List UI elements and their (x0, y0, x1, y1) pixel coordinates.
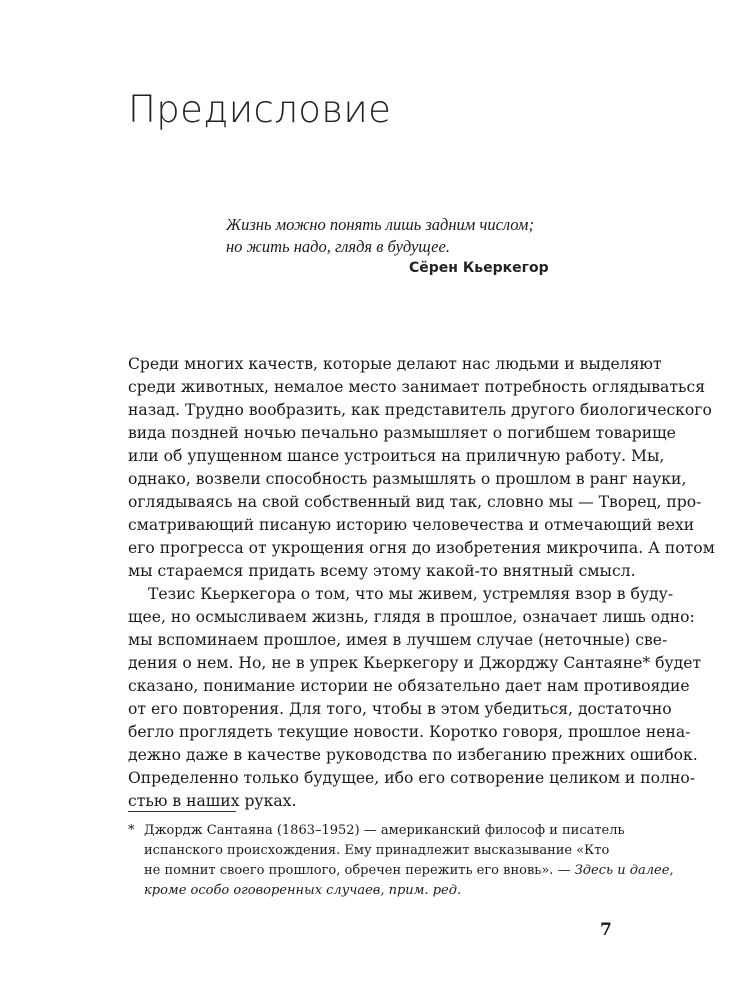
text-line: сматривающий писаную историю человечества и отмечающий вехи (128, 516, 695, 534)
body-text (128, 353, 715, 813)
text-line: Определенно только будущее, ибо его сотворение целиком и полно- (128, 769, 696, 787)
text-line: оглядываясь на свой собственный вид так, словно мы — Творец, про- (128, 493, 702, 511)
chapter-title: Предисловие (128, 88, 392, 131)
footnote-line (128, 821, 625, 841)
footnote-editor-note: кроме особо оговоренных случаев, прим. ред. (144, 883, 462, 898)
text-line: вида поздней ночью печально размышляет о погибшем товарище (128, 424, 676, 442)
paragraph-1 (128, 353, 715, 583)
text-line: сказано, понимание истории не обязательно дает нам противоядие (128, 677, 690, 695)
page-number: 7 (600, 920, 612, 940)
footnote-marker: * (128, 823, 135, 838)
text-line: стью в наших руках. (128, 792, 297, 810)
text-line: назад. Трудно вообразить, как представитель другого биологического (128, 401, 712, 419)
text-line: его прогресса от укрощения огня до изобретения микрочипа. А потом (128, 539, 715, 557)
text-line: мы стараемся придать всему этому какой-то внятный смысл. (128, 562, 636, 580)
text-line: дежно даже в качестве руководства по избеганию прежних ошибок. (128, 746, 698, 764)
footnote-text: не помнит своего прошлого, обречен пережить его вновь». — (144, 863, 575, 878)
text-line: или об упущенном шансе устроиться на приличную работу. Мы, (128, 447, 665, 465)
footnote-editor-note: Здесь и далее, (574, 863, 674, 878)
footnote-line (128, 861, 674, 881)
footnote (128, 821, 674, 901)
footnote-text: Джордж Сантаяна (1863–1952) — американский философ и писатель (144, 823, 625, 838)
epigraph-line: но жить надо, глядя в будущее. (226, 237, 450, 256)
epigraph-line: Жизнь можно понять лишь задним числом; (226, 215, 534, 234)
text-line: однако, возвели способность размышлять о прошлом в ранг науки, (128, 470, 687, 488)
text-line: мы вспоминаем прошлое, имея в лучшем случае (неточные) све- (128, 631, 668, 649)
epigraph (226, 214, 534, 258)
paragraph-2 (128, 583, 702, 813)
text-line: Среди многих качеств, которые делают нас людьми и выделяют (128, 355, 662, 373)
text-line: Тезис Кьеркегора о том, что мы живем, устремляя взор в буду- (148, 585, 674, 603)
text-line: среди животных, немалое место занимает потребность оглядываться (128, 378, 706, 396)
text-line: дения о нем. Но, не в упрек Кьеркегору и Джорджу Сантаяне* будет (128, 654, 702, 672)
epigraph-author: Сёрен Кьеркегор (409, 260, 549, 276)
text-line: щее, но осмысливаем жизнь, глядя в прошлое, означает лишь одно: (128, 608, 695, 626)
footnote-divider (128, 811, 236, 812)
text-line: бегло проглядеть текущие новости. Коротко говоря, прошлое нена- (128, 723, 691, 741)
text-line: от его повторения. Для того, чтобы в этом убедиться, достаточно (128, 700, 672, 718)
footnote-line: испанского происхождения. Ему принадлежит высказывание «Кто (144, 843, 610, 858)
